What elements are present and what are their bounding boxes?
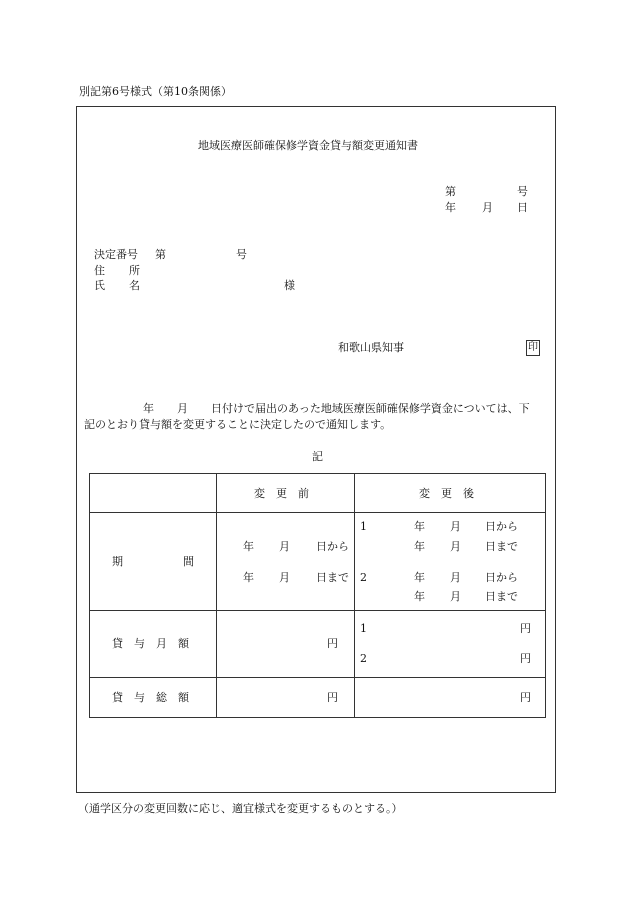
total-after-yen: 円 <box>520 691 531 704</box>
issuer-name: 和歌山県知事 <box>338 341 404 354</box>
table-row-period <box>90 513 546 611</box>
name-label-1: 氏 <box>94 279 105 292</box>
total-before-cell <box>217 678 355 718</box>
header-blank-cell <box>90 474 217 513</box>
period-before-to-year: 年 <box>243 571 254 584</box>
period-after-n1: 1 <box>360 520 367 533</box>
period-after-1-to-day: 日まで <box>485 540 518 553</box>
period-after-2-from-year: 年 <box>414 571 425 584</box>
period-after-cell <box>355 513 546 611</box>
decision-number-dai: 第 <box>155 248 166 261</box>
period-before-to-day: 日まで <box>316 571 349 584</box>
change-table <box>89 473 546 718</box>
period-after-1-to-month: 月 <box>450 540 461 553</box>
period-after-2-to-month: 月 <box>450 590 461 603</box>
period-label-1: 期 <box>112 555 123 568</box>
body-year: 年 <box>143 402 154 415</box>
header-after: 変 更 後 <box>419 487 474 500</box>
name-label-2: 名 <box>129 279 140 292</box>
period-before-to-month: 月 <box>279 571 290 584</box>
body-text-line2: 記のとおり貸与額を変更することに決定したので通知します。 <box>84 418 392 431</box>
body-text-line1: 日付けで届出のあった地域医療医師確保修学資金については、下 <box>211 402 530 415</box>
footer-note: （通学区分の変更回数に応じ、適宜様式を変更するものとする。） <box>78 802 403 815</box>
monthly-after-n1: 1 <box>360 622 367 635</box>
period-label-cell <box>90 513 217 611</box>
total-label-cell <box>90 678 217 718</box>
table-row-total <box>90 678 546 718</box>
monthly-label-cell <box>90 611 217 678</box>
period-after-2-to-year: 年 <box>414 590 425 603</box>
monthly-after-1-yen: 円 <box>520 622 531 635</box>
header-after-cell <box>355 474 546 513</box>
honorific-sama: 様 <box>284 279 295 292</box>
issue-date-month: 月 <box>482 201 493 214</box>
table-header-row <box>90 474 546 513</box>
period-after-n2: 2 <box>360 571 367 584</box>
monthly-after-2-yen: 円 <box>520 652 531 665</box>
header-before: 変 更 前 <box>254 487 309 500</box>
issue-date-day: 日 <box>517 201 528 214</box>
monthly-after-cell <box>355 611 546 678</box>
period-after-2-from-month: 月 <box>450 571 461 584</box>
seal-stamp: 印 <box>526 340 540 356</box>
monthly-after-n2: 2 <box>360 652 367 665</box>
decision-number-go: 号 <box>236 248 247 261</box>
address-label-1: 住 <box>94 264 105 277</box>
monthly-before-cell <box>217 611 355 678</box>
issue-number-dai: 第 <box>445 185 456 198</box>
period-before-from-year: 年 <box>243 540 254 553</box>
total-label: 貸 与 総 額 <box>112 691 189 704</box>
period-before-from-month: 月 <box>279 540 290 553</box>
issue-number-go: 号 <box>517 185 528 198</box>
period-after-2-from-day: 日から <box>485 571 518 584</box>
total-before-yen: 円 <box>327 691 338 704</box>
period-after-1-from-month: 月 <box>450 520 461 533</box>
period-after-1-from-day: 日から <box>485 520 518 533</box>
issue-date-year: 年 <box>445 201 456 214</box>
period-after-2-to-day: 日まで <box>485 590 518 603</box>
address-label-2: 所 <box>129 264 140 277</box>
monthly-before-yen: 円 <box>327 637 338 650</box>
period-after-1-from-year: 年 <box>414 520 425 533</box>
header-before-cell <box>217 474 355 513</box>
period-before-cell <box>217 513 355 611</box>
table-row-monthly <box>90 611 546 678</box>
document-title: 地域医療医師確保修学資金貸与額変更通知書 <box>198 139 418 152</box>
total-after-cell <box>355 678 546 718</box>
body-month: 月 <box>177 402 188 415</box>
monthly-label: 貸 与 月 額 <box>112 637 189 650</box>
period-label-2: 間 <box>183 555 194 568</box>
decision-number-label: 決定番号 <box>94 248 138 261</box>
period-before-from-day: 日から <box>316 540 349 553</box>
ki-heading: 記 <box>312 450 323 463</box>
form-number-note: 別記第6号様式（第10条関係） <box>79 85 232 98</box>
period-after-1-to-year: 年 <box>414 540 425 553</box>
